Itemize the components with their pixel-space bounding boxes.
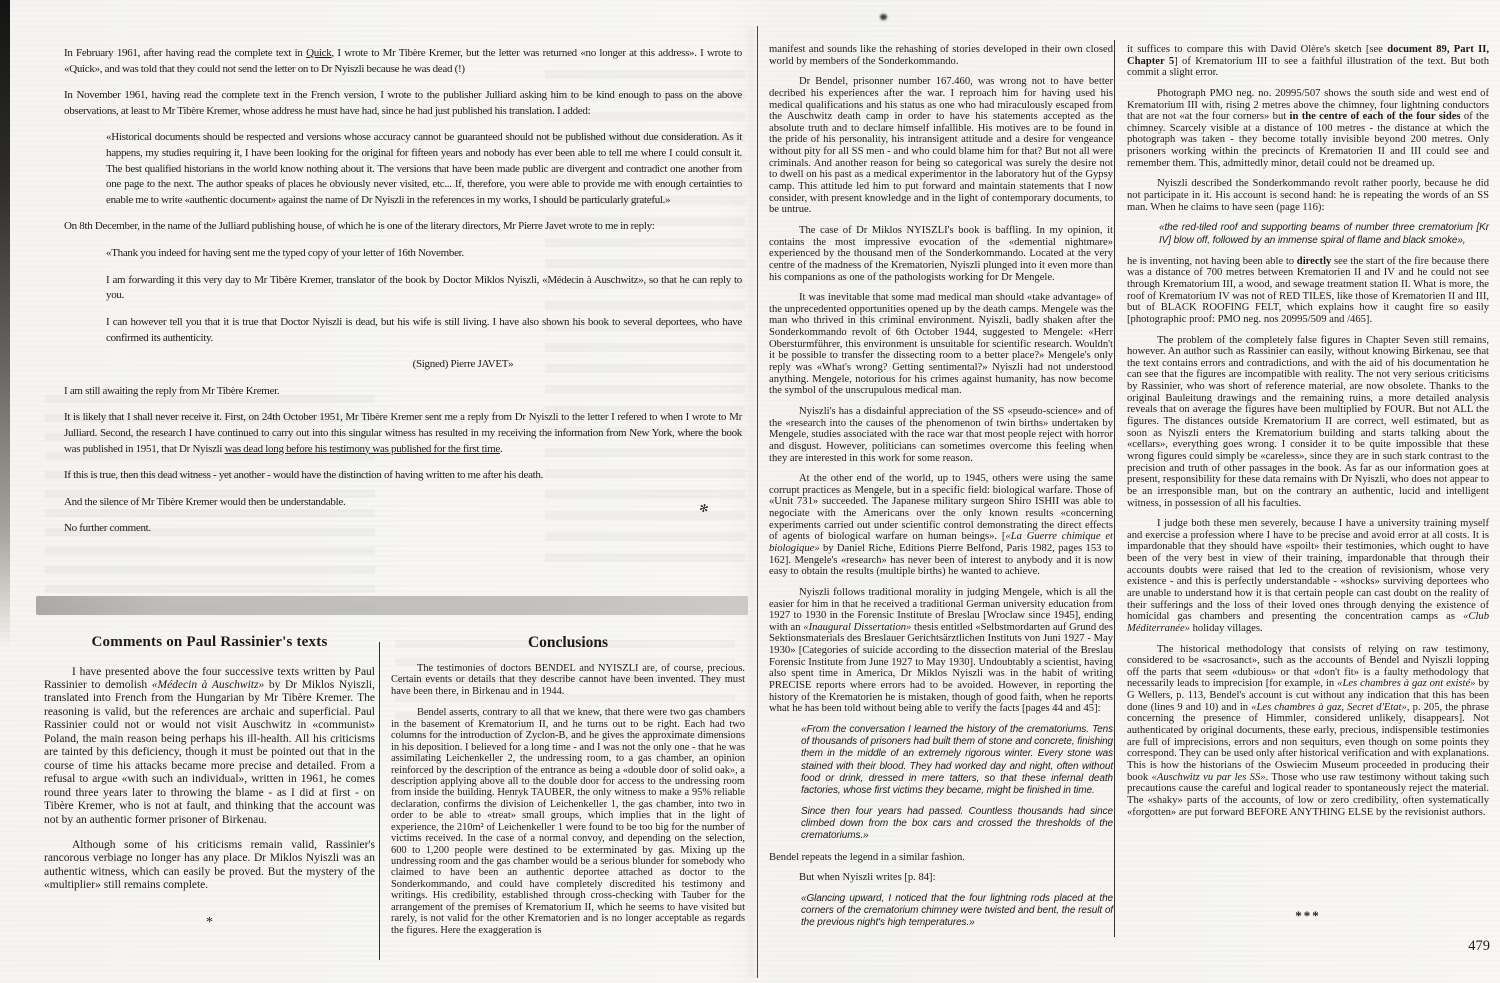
ink-dot-artifact (880, 14, 887, 20)
paragraph: The case of Dr Miklos NYISZLI's book is baffling. In my opinion, it contains the most impressive evocation of the «demential nightmare» experienced by the thousand men of the Sonderkommando. Located at the very centre of the madness of the Krematorien, Nyiszli plunged into it even more than his companions as one of the pathologists working for Dr Mengele. (769, 224, 1113, 283)
comments-heading: Comments on Paul Rassinier's texts (91, 634, 328, 650)
paragraph: Nyiszli's has a disdainful appreciation of the SS «pseudo-science» and of the «research into the causes of the phenomenon of twin births» undertaken by Mengele, studies associated with the race war that most people reject with horror and disgust. However, politicians can sometimes overcome this feeling when they are interested in this work for some reason. (769, 405, 1113, 464)
paragraph: In February 1961, after having read the complete text in Quick, I wrote to Mr Tibère Kremer, but the letter was returned «no longer at this address». I wrote to «Quick», and was told that they could not send the letter on to Dr Nyiszli because he was dead (!) (64, 47, 742, 75)
scan-shadow-band (36, 596, 748, 615)
paragraph: «the red-tiled roof and supporting beams of number three crematorium [Kr IV] blow off, followed by an immense spiral of flame and black smoke», (1159, 222, 1489, 246)
comments-body (44, 666, 375, 893)
paragraph: Bendel repeats the legend in a similar fashion. (769, 851, 965, 863)
section-end-asterisk: * (206, 914, 213, 930)
conclusions-heading: Conclusions (527, 634, 609, 651)
paragraph: (Signed) Pierre JAVET» (412, 358, 514, 371)
paragraph: «Thank you indeed for having sent me the typed copy of your letter of 16th November. (106, 247, 464, 260)
paragraph: But when Nyiszli writes [p. 84]: (799, 872, 936, 884)
paragraph: «From the conversation I learned the history of the crematoriums. Tens of thousands of prisoners had built them of stone and concrete, finishing them in the middle of an extremely rigorous winter. Every stone was stained with their blood. They had worked day and night, often without food or drink, dressed in mere tatters, so that these infernal death factories, whose first victims they became, might be finished in time. (801, 723, 1113, 796)
paragraph: In November 1961, having read the complete text in the French version, I wrote to the publisher Julliard asking him to be kind enough to pass on the above observations, at least to Mr Tibère Kremer, whose address he must have had, since he had just published his translation. I added: (64, 89, 742, 117)
paragraph: It is likely that I shall never receive it. First, on 24th October 1951, Mr Tibère Kremer sent me a reply from Dr Nyiszli to the letter I refered to when I wrote to Mr Julliard. Second, the research I have continued to carry out into this singular witness has resulted in my receiving the information from New York, where the book was published in 1951, that Dr Nyiszli was dead long before his testimony was published for the first time. (64, 411, 742, 455)
paragraph: The historical methodology that consists of relying on raw testimony, considered to be «sacrosanct», such as the accounts of Bendel and Nyiszli lopping off the parts that seem «dubious» or that «don't fit» is a faulty methodology that necessarily leads to imprecision [for example, in «Les chambres à gaz ont existé» by G Wellers, p. 113, Bendel's account is cut without any indication that this has been done (lines 9 and 10) and in «Les chambres à gaz, Secret d'Etat», p. 205, the phrase concerning the presence of Himmler, considered unlikely, disappears]. Not authenticated by original documents, these early, precious, indispensible testimonies are full of imprecisions, errors and non sequiturs, even though on some points they correspond. They can be used only after historical verification and with explanations. This is how the historians of the Oswiecim Museum proceeded in producing their book «Auschwitz vu par les SS». Those who use raw testimony without taking such precautions cause the careful and logical reader to spontaneously reject the material. The «shaky» parts of the accounts, of low or zero credibility, often systematically «forgotten» are put forward BEFORE ANYTHING ELSE by the revisionist authors. (1127, 643, 1489, 818)
paragraph: «Glancing upward, I noticed that the four lightning rods placed at the corners of the crematorium chimney were twisted and bent, the result of the previous night's high temperatures.» (801, 892, 1113, 929)
ink-mark-artifact: ✻ (697, 502, 710, 516)
chapter-end-asterisks: *** (1295, 908, 1321, 923)
paragraph: it suffices to compare this with David Olère's sketch [see document 89, Part II, Chapter 5] of Krematorium III to see a faithful illustration of the text. But both commit a slight error. (1127, 44, 1490, 79)
paragraph: Although some of his criticisms remain valid, Rassinier's rancorous verbiage no longer has any place. Dr Miklos Nyiszli was an authentic witness, which can easily be proved. But the mystery of the «multiplier» still remains complete. (44, 838, 375, 892)
paragraph: No further comment. (64, 522, 151, 535)
paragraph: Photograph PMO neg. no. 20995/507 shows the south side and west end of Krematorium III with, rising 2 metres above the chimney, four lightning conductors that are not «at the four corners» but in the centre of each of the four sides of the chimney. Scarcely visible at a distance of 100 metres - the distance at which the photograph was taken - they become totally invisible beyond 200 metres. Only prisoners working within the precincts of Krematorien II and III could see and remember them. This, admittedly minor, detail could not be dreamed up. (1127, 87, 1489, 169)
paragraph: The problem of the completely false figures in Chapter Seven still remains, however. An author such as Rassinier can easily, without knowing Birkenau, see that the text contains errors and contradictions, and with the aid of his documentation he can see that the figures are incompatible with reality. The not very serious criticisms by Rassinier, who was short of reference material, are now obsolete. Thanks to the original Bauleitung drawings and the remaining ruins, a more detailed analysis reveals that on average the figures have been multiplied by FOUR. But not ALL the figures. The distances outside Krematorium II are correct, well estimated, but as soon as Nyiszli enters the Krematorium building and starts talking about the «cellars», everything goes wrong. I consider it to be quite impossible that these wrong figures could simply be «careless», since they are in such stark contrast to the precision and truth of other passages in the book. As far as our information goes at present, responsibility for these data remains with Dr Nyiszli, who does not appear to be an irresponsible man, but on the contrary an authentic, lucid and intelligent witness, in possession of all his faculties. (1127, 334, 1489, 509)
paragraph: It was inevitable that some mad medical man should «take advantage» of the unprecedented opportunities opened up by the death camps. Mengele was the man who thrived in this criminal environment. Nyiszli, badly shaken after the Sonderkommando revolt of 6th October 1944, suggested to Mengele: «Herr Obersturmführer, this environment is unsuitable for scientific research. Wouldn't it be possible to transfer the dissecting room to a better place?» Mengele's only reply was «What's wrong? Getting sentimental?» Nyiszli had not understood anything. Mengele, notorious for his crimes against humanity, has now become the symbol of the unscrupulous medical man. (769, 292, 1113, 397)
paragraph: Since then four years had passed. Countless thousands had since climbed down from the box cars and crossed the thresholds of the crematoriums.» (801, 806, 1113, 842)
paragraph: I have presented above the four successive texts written by Paul Rassinier to demolish «Médecin à Auschwitz» by Dr Miklos Nyiszli, translated into French from the Hungarian by Mr Tibère Kremer. The reasoning is valid, but the references are archaic and superficial. Paul Rassinier could not or would not visit Auschwitz in «communist» Poland, the main reason being perhaps his ill-health. All his criticisms are tainted by this deficiency, though it must be pointed out that in the course of time his attacks became more precise and detailed. From a refusal to argue «with such an individual», written in 1961, he comes round three years later to throwing the blame - as I did at first - on Tibère Kremer, who is not at fault, and thinking that the account was not by an authentic former prisoner of Birkenau. (44, 665, 375, 826)
paragraph: manifest and sounds like the rehashing of stories developed in their own closed world by members of the Sonderkommando. (769, 44, 1113, 67)
paragraph: Nyiszli described the Sonderkommando revolt rather poorly, because he did not participate in it. His account is second hand: he is repeating the words of an SS man. When he claims to have seen (page 116): (1127, 178, 1489, 213)
paragraph: «Historical documents should be respected and versions whose accuracy cannot be guaranteed should not be published without due consideration. As it happens, my studies requiring it, I have been looking for the original for fifteen years and nobody has ever been able to tell me where I could consult it. The best qualified historians in the world know nothing about it. The versions that have been made public are divergent and contradict one another from one page to the next. The author speaks of places he obviously never visited, etc... If, therefore, you were able to provide me with enough certainties to enable me to write «authentic document» against the name of Dr Nyiszli in the references in my works, I should be particularly grateful.» (106, 131, 742, 206)
paragraph: I judge both these men severely, because I have a university training myself and exercise a profession where I have to be precise and avoid error at all costs. It is impardonable that they should have «spoilt» their testimonies, which ought to have been of the very best in view of their training, impardonable that through their accounts doubts were raised that led to the creation of revisionism, whose very existence - and this is perfectly understandable - «shocks» surviving deportees who are unable to understand how it is that certain people can cast doubt on the reality of their sufferings and the loss of their loved ones through denying the existence of homicidal gas chambers and presenting the concentration camps as «Club Méditerranée» holiday villages. (1127, 518, 1489, 634)
paragraph: I can however tell you that it is true that Doctor Nyiszli is dead, but his wife is still living. I have also shown his book to several deportees, who have confirmed its authenticity. (106, 315, 742, 344)
right-page-column-2 (1127, 44, 1489, 827)
paragraph: The testimonies of doctors BENDEL and NYISZLI are, of course, precious. Certain events or details that they describe cannot have been invented. They must have been there, in Birkenau and in 1944. (391, 663, 745, 697)
column-divider-rule (379, 642, 380, 960)
paragraph: At the other end of the world, up to 1945, others were using the same corrupt practices as Mengele, but in a specific field: biological warfare. Those of «Unit 731» succeeded. The Japanese military surgeon Shiro ISHII was able to negociate with the Americans over the only known results «concerning experiments carried out under scientific control demonstrating the direct effects of agents of biological warfare on human beings». [«La Guerre chimique et biologique» by Daniel Riche, Editions Pierre Belfond, Paris 1982, pages 153 to 162]. Mengele's «research» has never been of interest to anybody and it is now easy to obtain the results (multiple births) he wanted to achieve. (769, 473, 1113, 578)
paragraph: Nyiszli follows traditional morality in judging Mengele, which is all the easier for him in that he received a traditional German university education from 1927 to 1930 in the Forensic Institute of Breslau [Wroclaw since 1945], ending with an «Inaugural Dissertation» thesis entitled «Selbstmordarten auf Grund des Sektionsmaterials des Breslauer Gerichtsärztlichen Instituts von Juni 1927 - May 1930» [Categories of suicide according to the dissection material of the Breslau Forensic Institute from June 1927 to May 1930]. Undoubtably a scientist, having also spent time in America, Dr Miklos Nyiszli was in the habit of writing PRECISE reports where errors had to be avoided. However, in reporting the history of the Krematorien he is mistaken, though of good faith, when he reports what he has been told without being able to verify the facts [pages 44 and 45]: (769, 586, 1113, 715)
paragraph: he is inventing, not having been able to directly see the start of the fire because there was a distance of 700 metres between Krematorien II and IV and he could not see through Krematorium III, a wood, and sewage treatment station II. What is more, the roof of Krematorium IV was not of RED TILES, like those of Krematorien II and III, but of BLACK ROOFING FELT, which explains how it caught fire so easily [photographic proof: PMO neg. nos 20995/509 and /465]. (1127, 255, 1490, 325)
paragraph: Bendel asserts, contrary to all that we knew, that there were two gas chambers in the basement of Krematorium II, and he turns out to be right. Each had two columns for the introduction of Zyclon-B, and he gives the approximate dimensions in his deposition. I believed for a long time - and I was not the only one - that he was assimilating Leichenkeller 2, the undressing room, to a gas chamber, an opinion reinforced by the description of the entrance as being a «double door of solid oak», a description applying above all to the double door for access to the undressing room from inside the building. Henryk TAUBER, the only witness to make a 95% reliable declaration, confirms the division of Leichenkeller 1, the gas chamber, into two in order to be able to «treat» small groups, which implies that in the light of experience, the 210m² of Leichenkeller 1 were found to be too big for the number of victims received. In the case of a normal convoy, and depending on the selection, 600 to 1,200 people were destined to be exterminated by gas. Mixing up the undressing room and the gas chamber would be a serious blunder for somebody who claimed to have been an authentic deportee attached as doctor to the Sonderkommando, and could have completely discredited his testimony and writings. His credibility, established through cross-checking with Tauber for the arrangement of the premises of Krematorium II, which he seems to have visited but rarely, is not valid for the other Krematorien and is no longer acceptable as regards the figures. Here the exaggeration is (391, 707, 745, 936)
page-number: 479 (1468, 938, 1490, 954)
paragraph: Dr Bendel, prisonner number 167.460, was wrong not to have better decribed his experiences after the war. I reproach him for having used his medical qualifications and his status as one who had miraculously escaped from the Auschwitz death camp in order to have his statements accepted as the absolute truth and to declare himself infallible. His motives are to be found in the pride of his personality, his intransigent attitude and a desire for vengeance without pity for all SS men - and who could blame him for that? But not all were criminals. And another reason for being so categorical was surely the desire not to dwell on his past as a medical experimentor in the laboratory hut of the Gypsy camp. This attitude led him to put forward and maintain statements that I now consider, with present knowledge and in the light of contemporary documents, to be untrue. (769, 76, 1113, 216)
comments-column (44, 634, 375, 931)
conclusions-column (391, 634, 745, 946)
paragraph: I am still awaiting the reply from Mr Tibère Kremer. (64, 384, 280, 397)
letter-correspondence-block (64, 46, 742, 548)
conclusions-body (391, 663, 745, 936)
paragraph: If this is true, then this dead witness - yet another - would have the distinction of having written to me after his death. (64, 469, 544, 482)
paragraph: I am forwarding it this very day to Mr Tibère Kremer, translator of the book by Doctor Miklos Nyiszli, «Médecin à Auschwitz», so that he can reply to you. (106, 273, 742, 302)
scan-edge-artifact (0, 0, 10, 648)
column-divider-rule (1114, 40, 1115, 937)
page-gutter-rule (757, 26, 758, 978)
paragraph: On 8th December, in the name of the Julliard publishing house, of which he is one of the literary directors, Mr Pierre Javet wrote to me in reply: (64, 220, 655, 233)
right-page-column-1 (769, 44, 1113, 938)
paragraph: And the silence of Mr Tibère Kremer would then be understandable. (64, 495, 346, 508)
